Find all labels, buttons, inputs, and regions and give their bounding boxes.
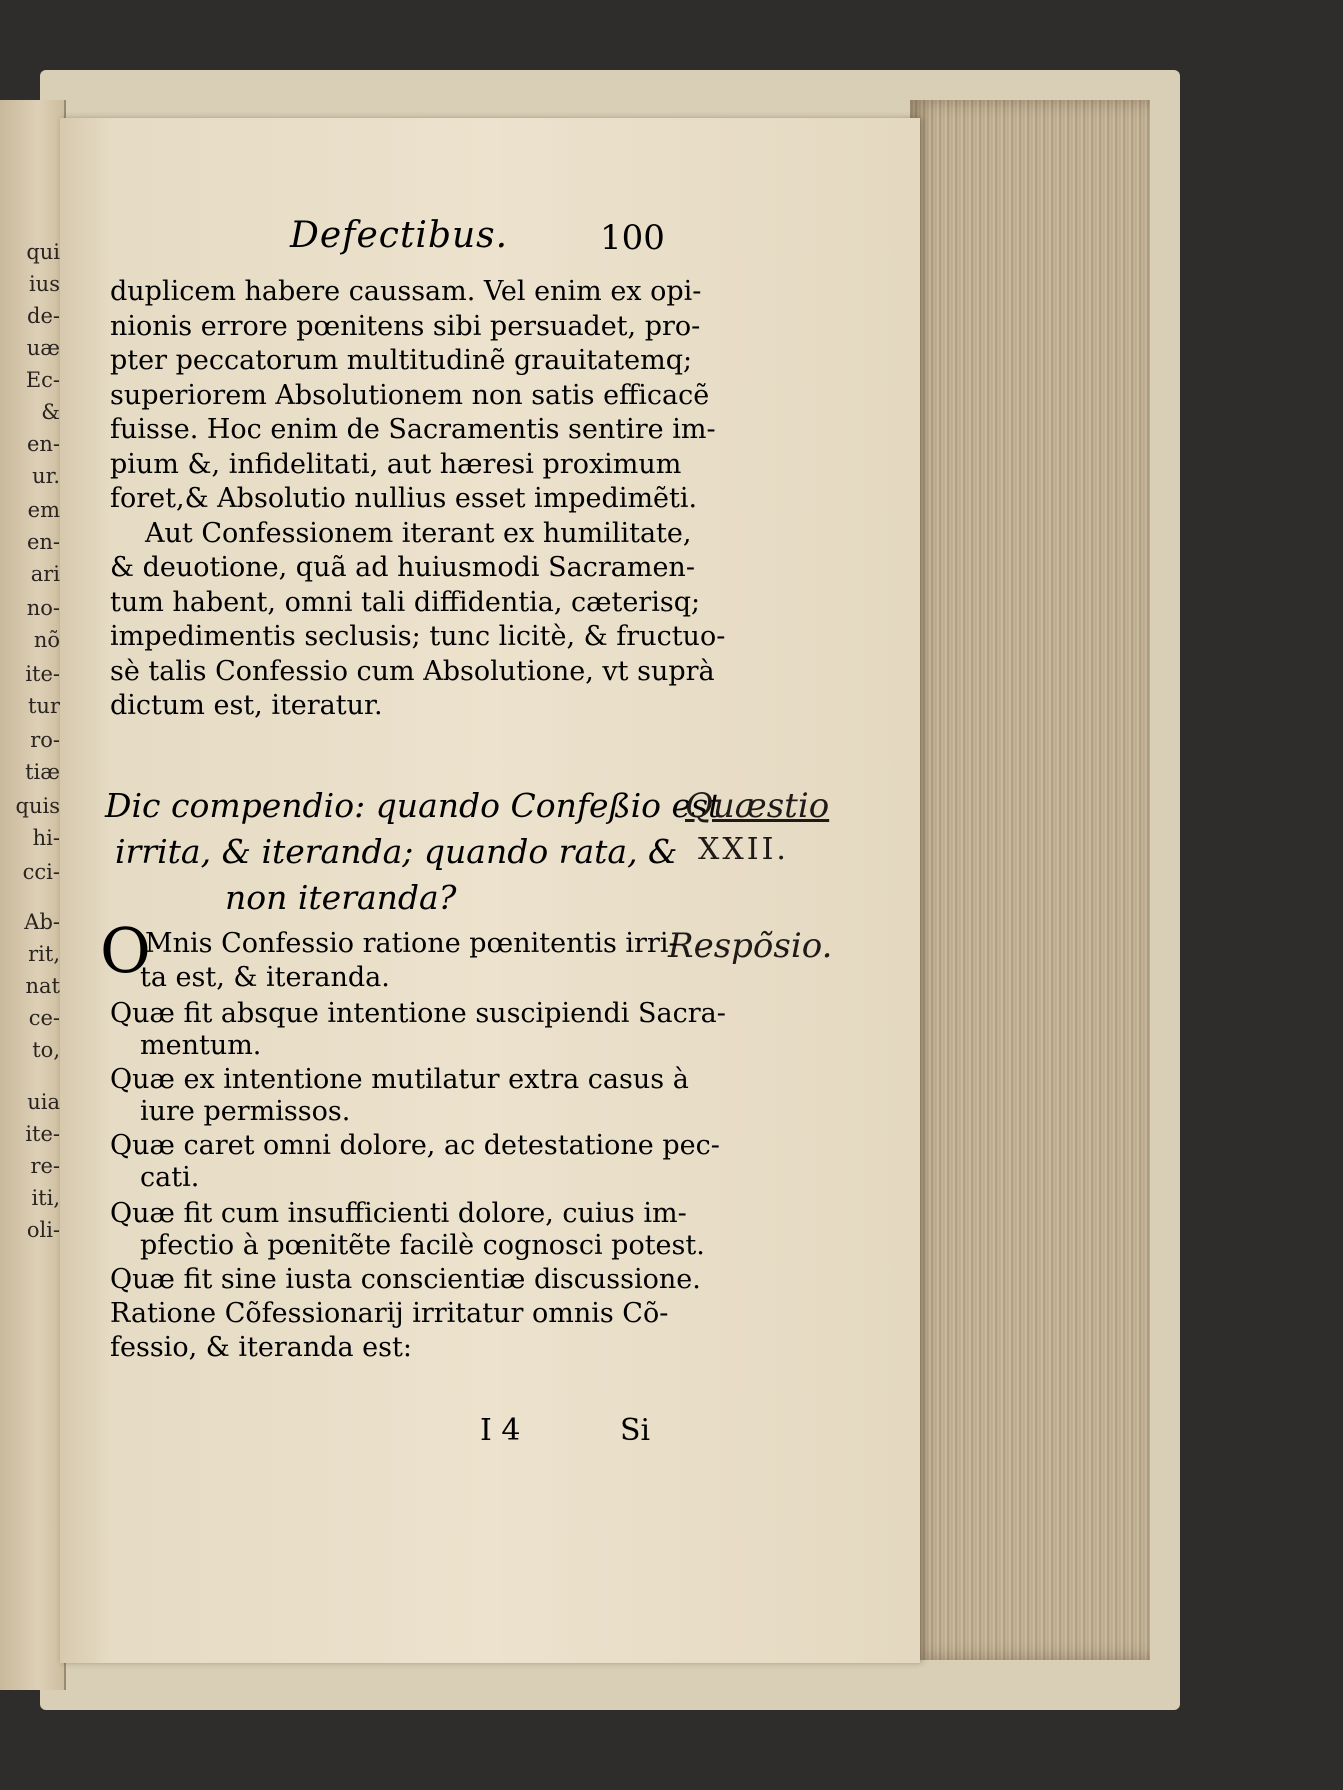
paragraph-line: superiorem Absolutionem non satis efficacẽ [110, 380, 710, 411]
left-page-fragment: ite- [25, 662, 60, 686]
answer-line: cati. [140, 1162, 200, 1193]
question-line: irrita, & iteranda; quando rata, & [115, 832, 678, 871]
left-page-fragment: Ec- [25, 368, 60, 392]
paragraph-line: pium &, infidelitati, aut hæresi proximum [110, 449, 682, 480]
left-page-fragment: ite- [25, 1122, 60, 1146]
answer-line: Mnis Confessio ratione pœnitentis irri- [145, 928, 678, 959]
paragraph-line: impedimentis seclusis; tunc licitè, & fructuo- [110, 621, 726, 652]
question-line: Dic compendio: quando Confeßio est [105, 786, 722, 825]
signature-mark: I 4 [480, 1413, 521, 1448]
margin-question-label: Quæstio [685, 786, 830, 826]
left-page-fragment: en- [26, 432, 60, 456]
left-page-fragment: re- [30, 1154, 60, 1178]
left-page-fragment: uæ [26, 336, 60, 360]
answer-line: ta est, & iteranda. [140, 962, 390, 993]
left-page-fragment: rit, [28, 942, 60, 966]
left-page-fragment: oli- [26, 1218, 60, 1242]
answer-line: Ratione Cõfessionarij irritatur omnis Cõ- [110, 1298, 669, 1329]
left-page-fragment: cci- [22, 860, 60, 884]
paragraph-line: dictum est, iteratur. [110, 690, 383, 721]
paragraph-line: nionis errore pœnitens sibi persuadet, pro- [110, 311, 701, 342]
page-fore-edge [910, 100, 1150, 1660]
left-page-fragment: em [27, 498, 60, 522]
left-page-fragment: tiæ [25, 760, 60, 784]
question-line: non iteranda? [225, 878, 457, 917]
left-page-fragment: ari [30, 562, 60, 586]
left-page-fragment: to, [32, 1038, 60, 1062]
paragraph-line: & deuotione, quã ad huiusmodi Sacramen- [110, 552, 695, 583]
left-page-fragment: ce- [28, 1006, 60, 1030]
left-page-fragment: ius [28, 272, 60, 296]
paragraph-line: pter peccatorum multitudinẽ grauitatemq; [110, 345, 693, 376]
left-page-fragment: ro- [30, 728, 60, 752]
paragraph-line: Aut Confessionem iterant ex humilitate, [145, 518, 692, 549]
left-page-fragment: nat [25, 974, 60, 998]
left-facing-page [0, 100, 66, 1690]
answer-line: mentum. [140, 1030, 262, 1061]
answer-line: iure permissos. [140, 1096, 351, 1127]
margin-response-label: Respõsio. [668, 926, 833, 966]
paragraph-line: duplicem habere caussam. Vel enim ex opi- [110, 276, 702, 307]
left-page-fragment: tur [27, 694, 60, 718]
answer-line: Quæ caret omni dolore, ac detestatione pec- [110, 1130, 720, 1161]
catchword: Si [620, 1413, 651, 1448]
answer-line: Quæ fit cum insufficienti dolore, cuius im- [110, 1198, 687, 1229]
paragraph-line: foret,& Absolutio nullius esset impedimẽti. [110, 483, 698, 514]
running-head: Defectibus. [290, 215, 509, 256]
left-page-fragment: hi- [32, 826, 60, 850]
answer-line: Quæ ex intentione mutilatur extra casus à [110, 1064, 689, 1095]
left-page-fragment: nõ [33, 628, 60, 652]
drop-cap: O [100, 914, 151, 987]
left-page-fragment: Ab- [24, 910, 60, 934]
answer-line: Quæ fit sine iusta conscientiæ discussione. [110, 1264, 701, 1295]
left-page-fragment: ur. [32, 464, 60, 488]
margin-question-number: XXII. [698, 832, 789, 867]
left-page-fragment: & [41, 400, 60, 424]
paragraph-line: fuisse. Hoc enim de Sacramentis sentire im- [110, 414, 716, 445]
paragraph-line: sè talis Confessio cum Absolutione, vt suprà [110, 656, 715, 687]
answer-line: Quæ fit absque intentione suscipiendi Sacra- [110, 998, 726, 1029]
paragraph-line: tum habent, omni tali diffidentia, cæterisq; [110, 587, 701, 618]
left-page-fragment: iti, [31, 1186, 60, 1210]
answer-line: fessio, & iteranda est: [110, 1332, 412, 1363]
left-page-fragment: no- [26, 596, 60, 620]
folio-number: 100 [600, 218, 665, 258]
left-page-fragment: de- [27, 304, 60, 328]
left-page-fragment: en- [26, 530, 60, 554]
left-page-fragment: qui [26, 240, 60, 264]
answer-line: pfectio à pœnitẽte facilè cognosci potest. [140, 1230, 705, 1261]
book-page [60, 118, 920, 1663]
left-page-fragment: uia [27, 1090, 60, 1114]
left-page-fragment: quis [15, 794, 60, 818]
